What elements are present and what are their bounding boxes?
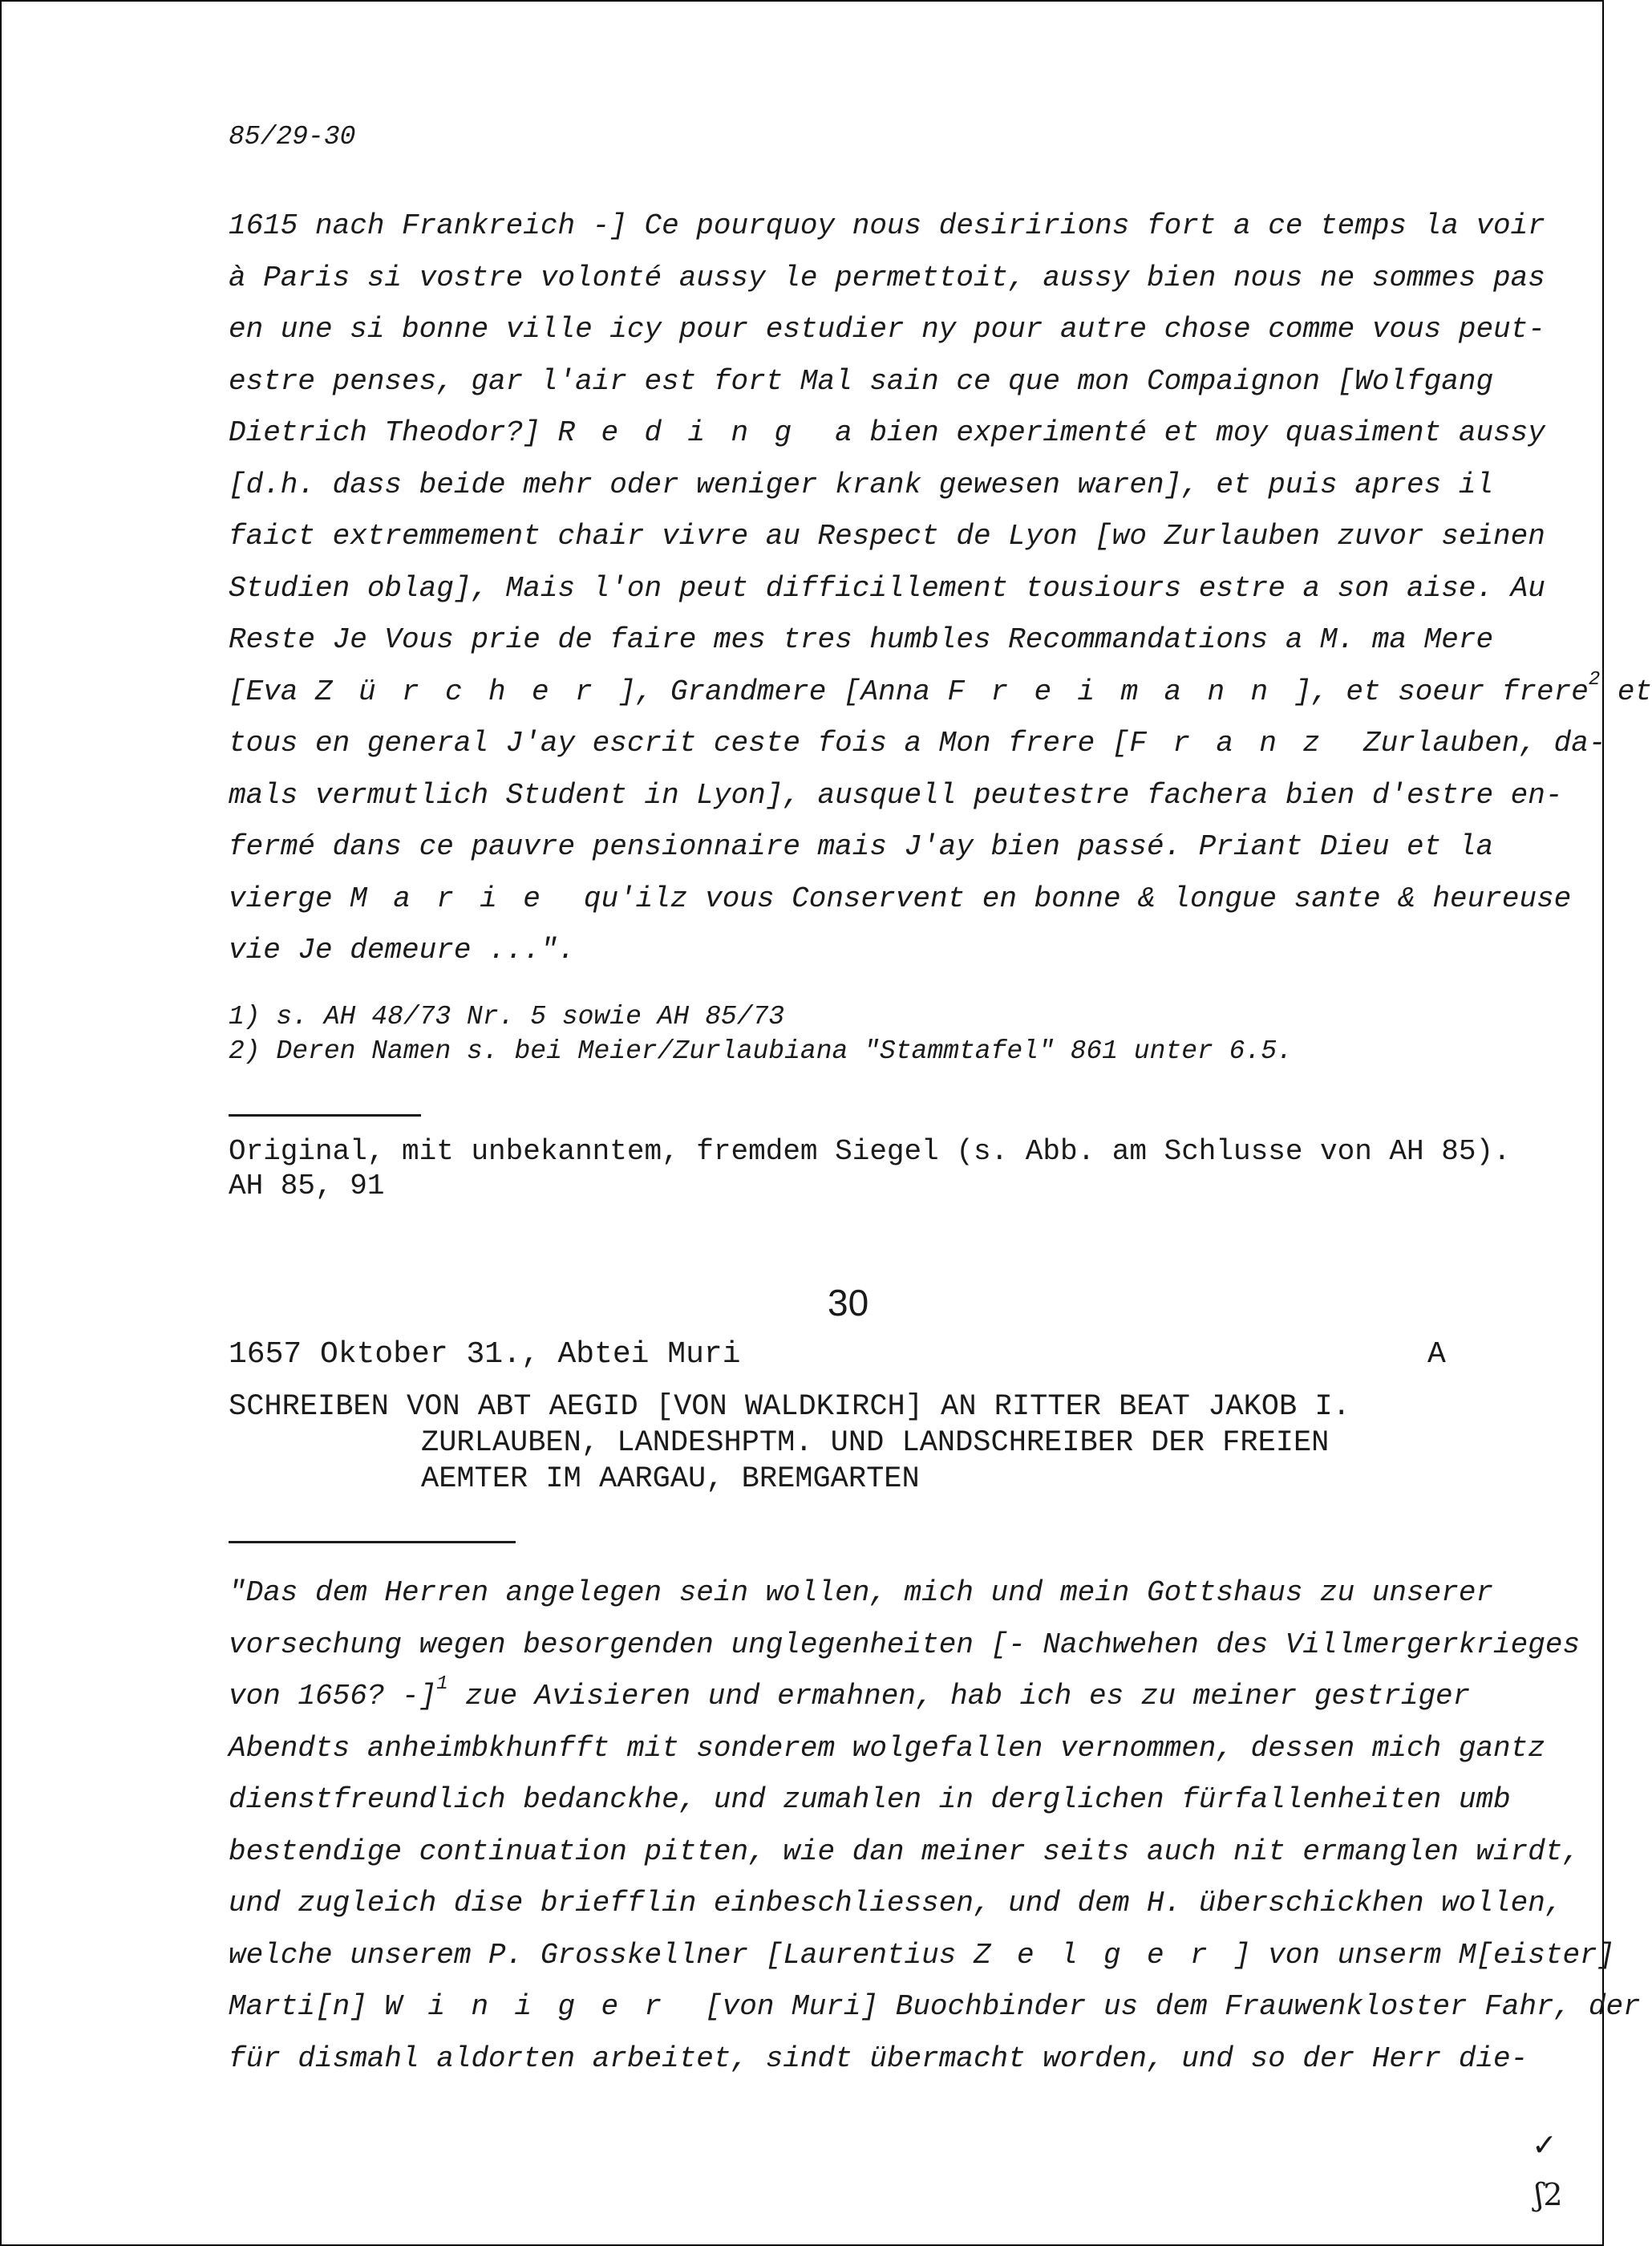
text-line: dienstfreundlich bedanckhe, und zumahlen in derglichen fürfallenheiten umb	[229, 1783, 1511, 1816]
letter-text-continued	[229, 201, 1652, 977]
source-line: Original, mit unbekanntem, fremdem Siegel (s. Abb. am Schlusse von AH 85).	[229, 1135, 1511, 1168]
spaced-name: Winiger	[384, 1990, 688, 2023]
letter-text	[229, 1567, 1641, 2085]
footnote-marker: 2	[1588, 668, 1601, 691]
text-line: à Paris si vostre volonté aussy le permettoit, aussy bien nous ne sommes pas	[229, 261, 1545, 294]
document-title	[229, 1389, 1350, 1498]
source-line: AH 85, 91	[229, 1170, 385, 1202]
title-line: AEMTER IM AARGAU, BREMGARTEN	[421, 1462, 920, 1496]
text-line: "Das dem Herren angelegen sein wollen, mich und mein Gottshaus zu unserer	[229, 1576, 1494, 1609]
page-reference: 85/29-30	[229, 122, 356, 152]
text-line: vierge Marie qu'ilz vous Conservent en bonne & longue sante & heureuse	[229, 882, 1572, 915]
spaced-name: Freimann	[947, 675, 1294, 708]
title-line: SCHREIBEN VON ABT AEGID [VON WALDKIRCH] AN RITTER BEAT JAKOB I.	[229, 1390, 1350, 1424]
separator-rule	[229, 1541, 516, 1543]
document-dateline: 1657 Oktober 31., Abtei Muri	[229, 1337, 741, 1372]
text-line: mals vermutlich Student in Lyon], ausquell peutestre fachera bien d'estre en-	[229, 778, 1563, 812]
text-line: vie Je demeure ...".	[229, 934, 576, 967]
text-line: von 1656? -]$^1$ zue Avisieren und ermahnen, hab ich es zu meiner gestriger	[229, 1673, 1471, 1713]
spaced-name: Zelger	[973, 1938, 1233, 1972]
text-line: Studien oblag], Mais l'on peut difficillement tousiours estre a son aise. Au	[229, 571, 1545, 605]
text-line: faict extremmement chair vivre au Respect de Lyon [wo Zurlauben zuvor seinen	[229, 520, 1545, 553]
text-line: Reste Je Vous prie de faire mes tres humbles Recommandations a M. ma Mere	[229, 623, 1494, 656]
separator-rule	[229, 1114, 421, 1117]
document-number: 30	[828, 1282, 869, 1324]
text-line: vorsechung wegen besorgenden unglegenheiten [- Nachwehen des Villmergerkrieges	[229, 1628, 1581, 1661]
title-line: ZURLAUBEN, LANDESHPTM. UND LANDSCHREIBER DER FREIEN	[421, 1426, 1330, 1460]
footnote: 1) s. AH 48/73 Nr. 5 sowie AH 85/73	[229, 1002, 785, 1032]
handwritten-page-mark: ʃ2	[1535, 2177, 1563, 2212]
footnote-marker: 1	[436, 1673, 448, 1695]
spaced-name: Reding	[557, 416, 818, 449]
text-line: tous en general J'ay escrit ceste fois a Mon frere [Franz Zurlauben, da-	[229, 727, 1606, 760]
text-line: bestendige continuation pitten, wie dan meiner seits auch nit ermanglen wirdt,	[229, 1835, 1581, 1868]
text-line: [Eva Zürcher], Grandmere [Anna Freimann], et soeur frere$^2$ et	[229, 668, 1652, 708]
text-line: 1615 nach Frankreich -] Ce pourquoy nous desiririons fort a ce temps la voir	[229, 209, 1545, 242]
text-line: welche unserem P. Grosskellner [Laurentius Zelger] von unserm M[eister]	[229, 1938, 1615, 1972]
source-note	[229, 1134, 1511, 1203]
spaced-name: Franz	[1129, 727, 1346, 760]
text-line: Dietrich Theodor?] Reding a bien experimenté et moy quasiment aussy	[229, 416, 1545, 449]
spaced-name: Marie	[350, 882, 567, 915]
text-line: en une si bonne ville icy pour estudier ny pour autre chose comme vous peut-	[229, 313, 1545, 346]
text-line: Abendts anheimbkhunfft mit sonderem wolgefallen vernommen, dessen mich gantz	[229, 1731, 1545, 1765]
spaced-name: Zürcher	[315, 675, 619, 708]
text-line: Marti[n] Winiger [von Muri] Buochbinder us dem Frauwenkloster Fahr, der	[229, 1990, 1641, 2023]
text-line: [d.h. dass beide mehr oder weniger krank gewesen waren], et puis apres il	[229, 468, 1494, 501]
footnotes-section	[229, 999, 1293, 1068]
text-line: fermé dans ce pauvre pensionnaire mais J'ay bien passé. Priant Dieu et la	[229, 830, 1494, 863]
footnote: 2) Deren Namen s. bei Meier/Zurlaubiana "Stammtafel" 861 unter 6.5.	[229, 1036, 1293, 1066]
text-line: estre penses, gar l'air est fort Mal sain ce que mon Compaignon [Wolfgang	[229, 364, 1494, 398]
text-line: und zugleich dise briefflin einbeschliessen, und dem H. überschickhen wollen,	[229, 1887, 1563, 1920]
classification-mark: A	[1427, 1337, 1446, 1372]
handwritten-check-mark: ✓	[1532, 2127, 1557, 2163]
text-line: für dismahl aldorten arbeitet, sindt übermacht worden, und so der Herr die-	[229, 2041, 1529, 2075]
